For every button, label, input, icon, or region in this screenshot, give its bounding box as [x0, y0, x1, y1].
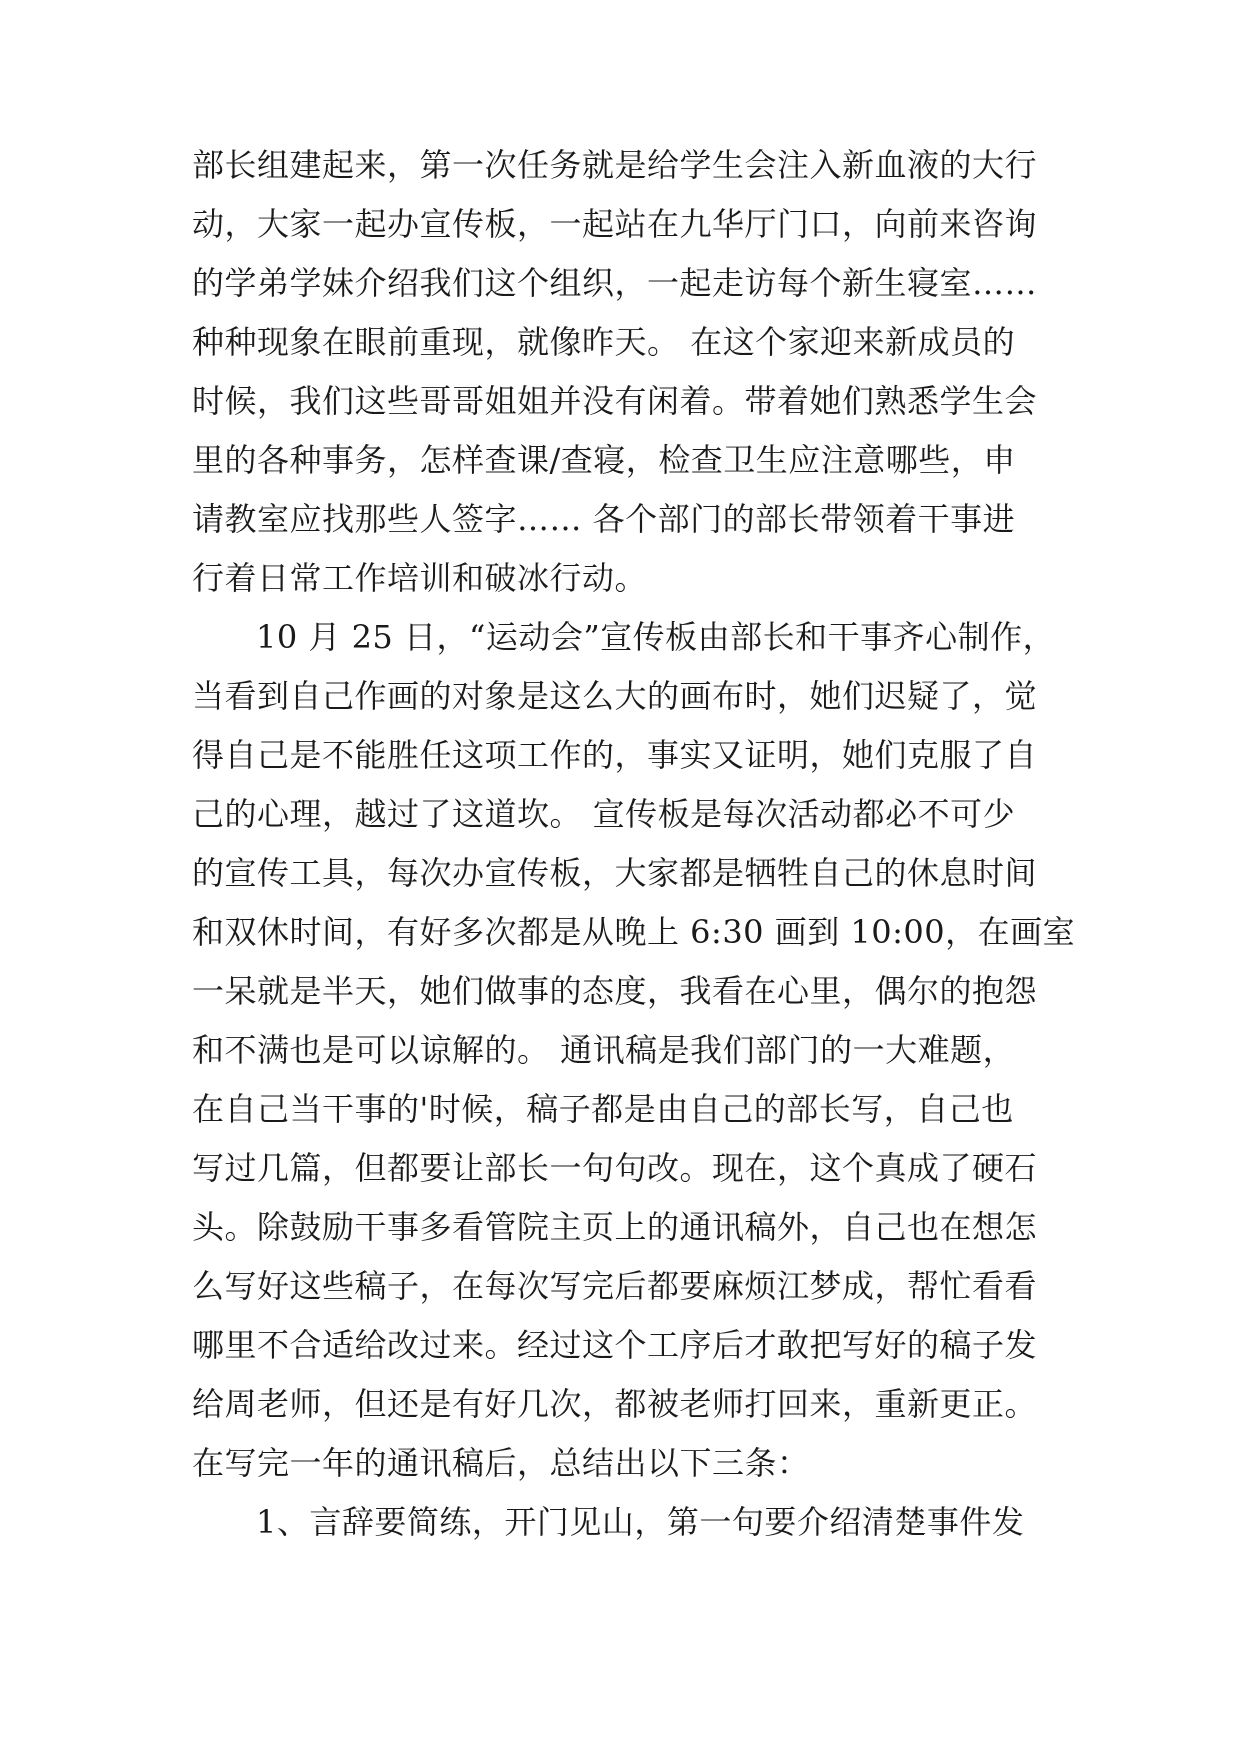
body-text — [192, 136, 1076, 1552]
text-line: 行着日常工作培训和破冰行动。 — [192, 559, 648, 597]
text-line: 得自己是不能胜任这项工作的，事实又证明，她们克服了自 — [192, 736, 1038, 774]
text-line: 哪里不合适给改过来。经过这个工序后才敢把写好的稿子发 — [192, 1326, 1038, 1364]
text-line: 和双休时间，有好多次都是从晚上 6:30 画到 10:00，在画室 — [192, 913, 1076, 951]
text-line: 写过几篇，但都要让部长一句句改。现在，这个真成了硬石 — [192, 1149, 1038, 1187]
text-line: 当看到自己作画的对象是这么大的画布时，她们迟疑了，觉 — [192, 677, 1038, 715]
text-line: 种种现象在眼前重现，就像昨天。 在这个家迎来新成员的 — [192, 323, 1016, 361]
text-line: 动，大家一起办宣传板，一起站在九华厅门口，向前来咨询 — [192, 205, 1038, 243]
text-line: 的宣传工具，每次办宣传板，大家都是牺牲自己的休息时间 — [192, 854, 1038, 892]
text-line: 请教室应找那些人签字…… 各个部门的部长带领着干事进 — [192, 500, 1016, 538]
paragraph-start-line: 10 月 25 日，“运动会”宣传板由部长和干事齐心制作， — [256, 618, 1056, 656]
text-line: 己的心理，越过了这道坎。 宣传板是每次活动都必不可少 — [192, 795, 1016, 833]
text-line: 头。除鼓励干事多看管院主页上的通讯稿外，自己也在想怎 — [192, 1208, 1038, 1246]
text-line: 在自己当干事的'时候，稿子都是由自己的部长写，自己也 — [192, 1090, 1014, 1128]
text-line: 的学弟学妹介绍我们这个组织，一起走访每个新生寝室…… — [192, 264, 1038, 302]
text-line: 时候，我们这些哥哥姐姐并没有闲着。带着她们熟悉学生会 — [192, 382, 1038, 420]
text-line: 给周老师，但还是有好几次，都被老师打回来，重新更正。 — [192, 1385, 1038, 1423]
text-line: 在写完一年的通讯稿后，总结出以下三条： — [192, 1444, 810, 1482]
text-line: 一呆就是半天，她们做事的态度，我看在心里，偶尔的抱怨 — [192, 972, 1038, 1010]
text-line: 里的各种事务，怎样查课/查寝，检查卫生应注意哪些，申 — [192, 441, 1016, 479]
list-item-line: 1、言辞要简练，开门见山，第一句要介绍清楚事件发 — [256, 1503, 1025, 1541]
text-line: 和不满也是可以谅解的。 通讯稿是我们部门的一大难题， — [192, 1031, 1016, 1069]
text-line: 么写好这些稿子，在每次写完后都要麻烦江梦成，帮忙看看 — [192, 1267, 1038, 1305]
text-line: 部长组建起来，第一次任务就是给学生会注入新血液的大行 — [192, 146, 1038, 184]
